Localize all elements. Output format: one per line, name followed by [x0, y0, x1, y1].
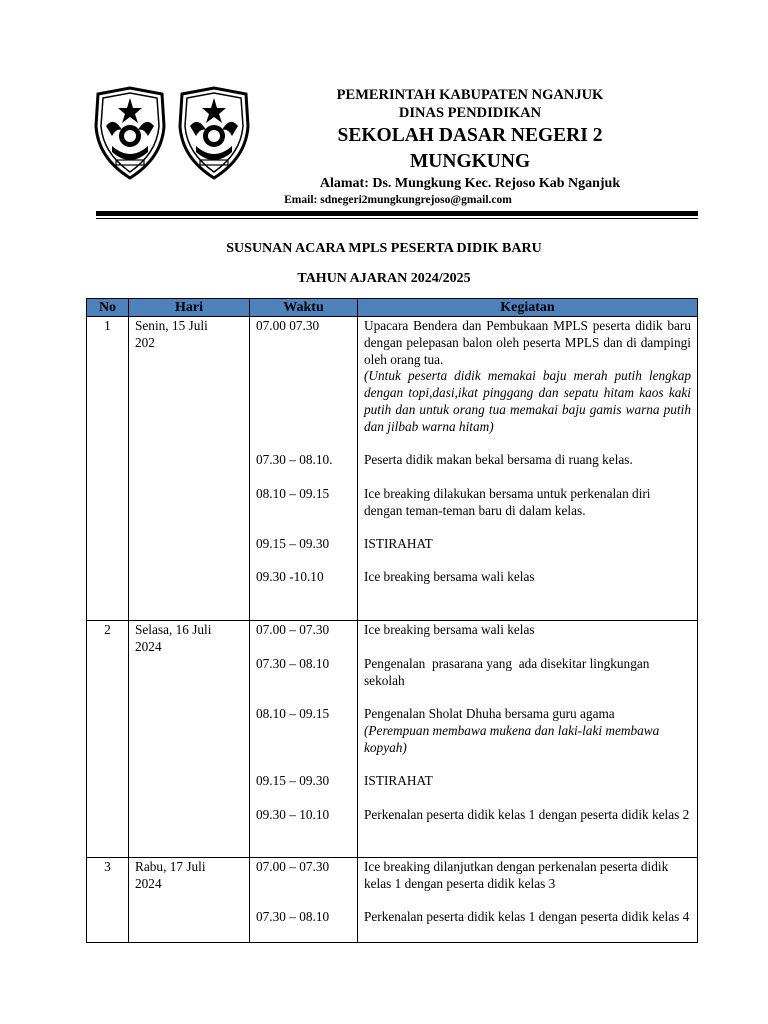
school-name-line2: MUNGKUNG — [409, 151, 531, 172]
row-day — [129, 621, 250, 858]
school-email: Email: sdnegeri2mungkungrejoso@gmail.com — [284, 194, 512, 206]
emblem-icon — [92, 86, 168, 180]
row-times — [250, 317, 358, 621]
day-label: Selasa, 16 Juli — [135, 622, 212, 637]
activity-note: (Untuk peserta didik memakai baju merah putih lengkap dengan topi,dasi,ikat pinggang dan sepatu hitam kaos kaki putih dan untuk orang tua memakai baju gamis warna putih dan jilbab warna hitam) — [364, 368, 691, 434]
school-emblem-logo — [176, 86, 252, 180]
table-header-row — [87, 299, 698, 317]
document-subtitle: TAHUN AJARAN 2024/2025 — [297, 271, 471, 286]
header-day: Hari — [129, 299, 250, 317]
time-slot: 08.10 – 09.15 — [256, 486, 330, 501]
government-name: PEMERINTAH KABUPATEN NGANJUK — [336, 87, 604, 103]
table-row — [87, 621, 698, 858]
row-times — [250, 858, 358, 943]
activity-text: Peserta didik makan bekal bersama di ruang kelas. — [364, 452, 633, 467]
activity-text: Pengenalan Sholat Dhuha bersama guru agama — [364, 706, 615, 721]
header-no: No — [87, 299, 129, 317]
header-time: Waktu — [250, 299, 358, 317]
time-slot: 07.00 – 07.30 — [256, 622, 330, 637]
activity-text: Ice breaking bersama wali kelas — [364, 569, 535, 584]
row-day — [129, 317, 250, 621]
row-number: 1 — [87, 317, 129, 621]
schedule-table — [86, 298, 698, 943]
activity-text: Pengenalan prasarana yang ada disekitar lingkungan sekolah — [364, 656, 657, 688]
district-emblem-logo — [92, 86, 168, 180]
activity-text: Ice breaking dilakukan bersama untuk perkenalan diri dengan teman-teman baru di dalam kelas. — [364, 486, 651, 518]
activity-text: ISTIRAHAT — [364, 536, 433, 551]
year-label: 202 — [135, 334, 155, 350]
row-activities — [358, 858, 698, 943]
document-title: SUSUNAN ACARA MPLS PESERTA DIDIK BARU — [226, 241, 542, 256]
header-activity: Kegiatan — [358, 299, 698, 317]
activity-text: ISTIRAHAT — [364, 773, 433, 788]
row-times — [250, 621, 358, 858]
department-name: DINAS PENDIDIKAN — [398, 105, 542, 121]
time-slot: 09.30 – 10.10 — [256, 807, 330, 822]
time-slot: 09.15 – 09.30 — [256, 773, 330, 788]
letterhead-divider-thin — [96, 218, 698, 219]
time-slot: 07.30 – 08.10 — [256, 656, 330, 671]
row-number: 3 — [87, 858, 129, 943]
activity-text: Ice breaking bersama wali kelas — [364, 622, 535, 637]
emblem-icon — [176, 86, 252, 180]
activity-note: (Perempuan membawa mukena dan laki-laki membawa kopyah) — [364, 722, 660, 755]
row-activities — [358, 621, 698, 858]
row-activities — [358, 317, 698, 621]
time-slot: 07.00 07.30 — [256, 318, 320, 333]
row-day — [129, 858, 250, 943]
time-slot: 07.30 – 08.10. — [256, 452, 333, 467]
activity-text: Upacara Bendera dan Pembukaan MPLS peserta didik baru dengan pelepasan balon oleh peserta MPLS dan di dampingi oleh orang tua. — [364, 318, 691, 367]
school-name-line1: SEKOLAH DASAR NEGERI 2 — [337, 125, 603, 146]
table-row — [87, 858, 698, 943]
activity-text: Ice breaking dilanjutkan dengan perkenalan peserta didik kelas 1 dengan peserta didik kelas 3 — [364, 859, 669, 891]
time-slot: 07.30 – 08.10 — [256, 909, 330, 924]
time-slot: 07.00 – 07.30 — [256, 859, 330, 874]
school-address: Alamat: Ds. Mungkung Kec. Rejoso Kab Nganjuk — [319, 176, 621, 191]
time-slot: 09.30 -10.10 — [256, 569, 324, 584]
row-number: 2 — [87, 621, 129, 858]
year-label: 2024 — [135, 638, 162, 654]
time-slot: 08.10 – 09.15 — [256, 706, 330, 721]
table-row — [87, 317, 698, 621]
year-label: 2024 — [135, 875, 162, 891]
letterhead-divider-thick — [96, 211, 698, 216]
day-label: Rabu, 17 Juli — [135, 859, 206, 874]
activity-text: Perkenalan peserta didik kelas 1 dengan peserta didik kelas 2 — [364, 807, 690, 822]
time-slot: 09.15 – 09.30 — [256, 536, 330, 551]
activity-text: Perkenalan peserta didik kelas 1 dengan peserta didik kelas 4 — [364, 909, 690, 924]
day-label: Senin, 15 Juli — [135, 318, 208, 333]
